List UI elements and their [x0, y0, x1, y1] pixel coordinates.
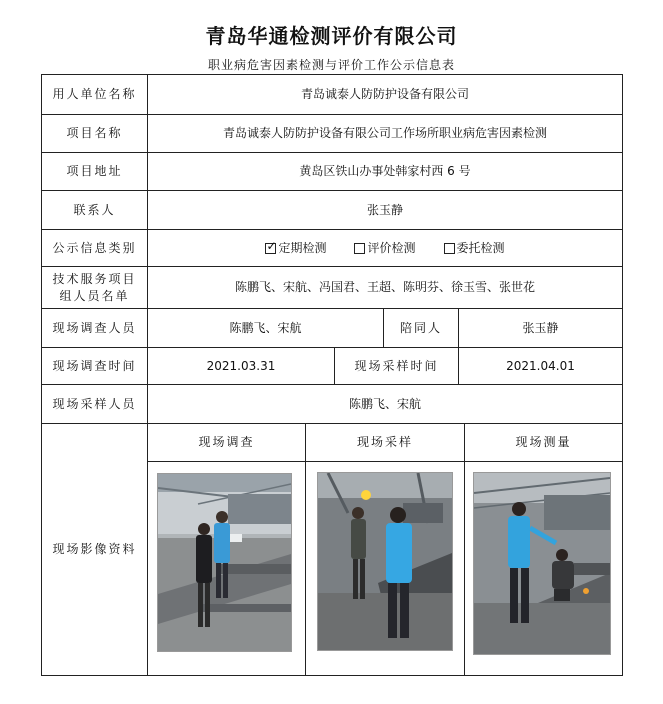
employer-label: 用人单位名称 [41, 74, 148, 115]
images-label: 现场影像资料 [41, 423, 148, 676]
companion-label: 陪同人 [383, 308, 459, 348]
project-address-value: 黄岛区铁山办事处韩家村西 6 号 [147, 152, 623, 191]
option-label: 定期检测 [278, 240, 327, 255]
companion-value: 张玉静 [458, 308, 623, 348]
option-label: 委托检测 [456, 240, 505, 255]
team-label: 技术服务项目组人员名单 [41, 266, 148, 309]
category-options [147, 229, 623, 267]
category-label: 公示信息类别 [41, 229, 148, 267]
project-name-label: 项目名称 [41, 114, 148, 153]
project-name-value: 青岛诚泰人防防护设备有限公司工作场所职业病危害因素检测 [147, 114, 623, 153]
option-commissioned-check[interactable] [444, 240, 505, 256]
survey-staff-value: 陈鹏飞、宋航 [147, 308, 384, 348]
measurement-photo [473, 472, 611, 655]
checkbox-icon [354, 243, 365, 254]
info-table [41, 74, 623, 676]
option-regular-check[interactable] [265, 240, 326, 256]
checkbox-icon [444, 243, 455, 254]
company-title: 青岛华通检测评价有限公司 [205, 24, 458, 48]
survey-time-value: 2021.03.31 [147, 347, 335, 385]
employer-value: 青岛诚泰人防防护设备有限公司 [147, 74, 623, 115]
images-col-sampling: 现场采样 [305, 423, 465, 462]
images-col-survey: 现场调查 [147, 423, 306, 462]
sampler-label: 现场采样人员 [41, 384, 148, 424]
form-subtitle: 职业病危害因素检测与评价工作公示信息表 [207, 58, 455, 72]
sampling-time-value: 2021.04.01 [458, 347, 623, 385]
sampling-photo [317, 472, 453, 651]
contact-value: 张玉静 [147, 190, 623, 230]
option-label: 评价检测 [367, 240, 416, 255]
contact-label: 联系人 [41, 190, 148, 230]
project-address-label: 项目地址 [41, 152, 148, 191]
option-evaluation-check[interactable] [354, 240, 415, 256]
checked-box-icon [265, 243, 276, 254]
survey-staff-label: 现场调查人员 [41, 308, 148, 348]
survey-photo [157, 473, 292, 652]
team-value: 陈鹏飞、宋航、冯国君、王超、陈明芬、徐玉雪、张世花 [147, 266, 623, 309]
survey-time-label: 现场调查时间 [41, 347, 148, 385]
images-col-measurement: 现场测量 [464, 423, 623, 462]
sampler-value: 陈鹏飞、宋航 [147, 384, 623, 424]
sampling-time-label: 现场采样时间 [334, 347, 459, 385]
